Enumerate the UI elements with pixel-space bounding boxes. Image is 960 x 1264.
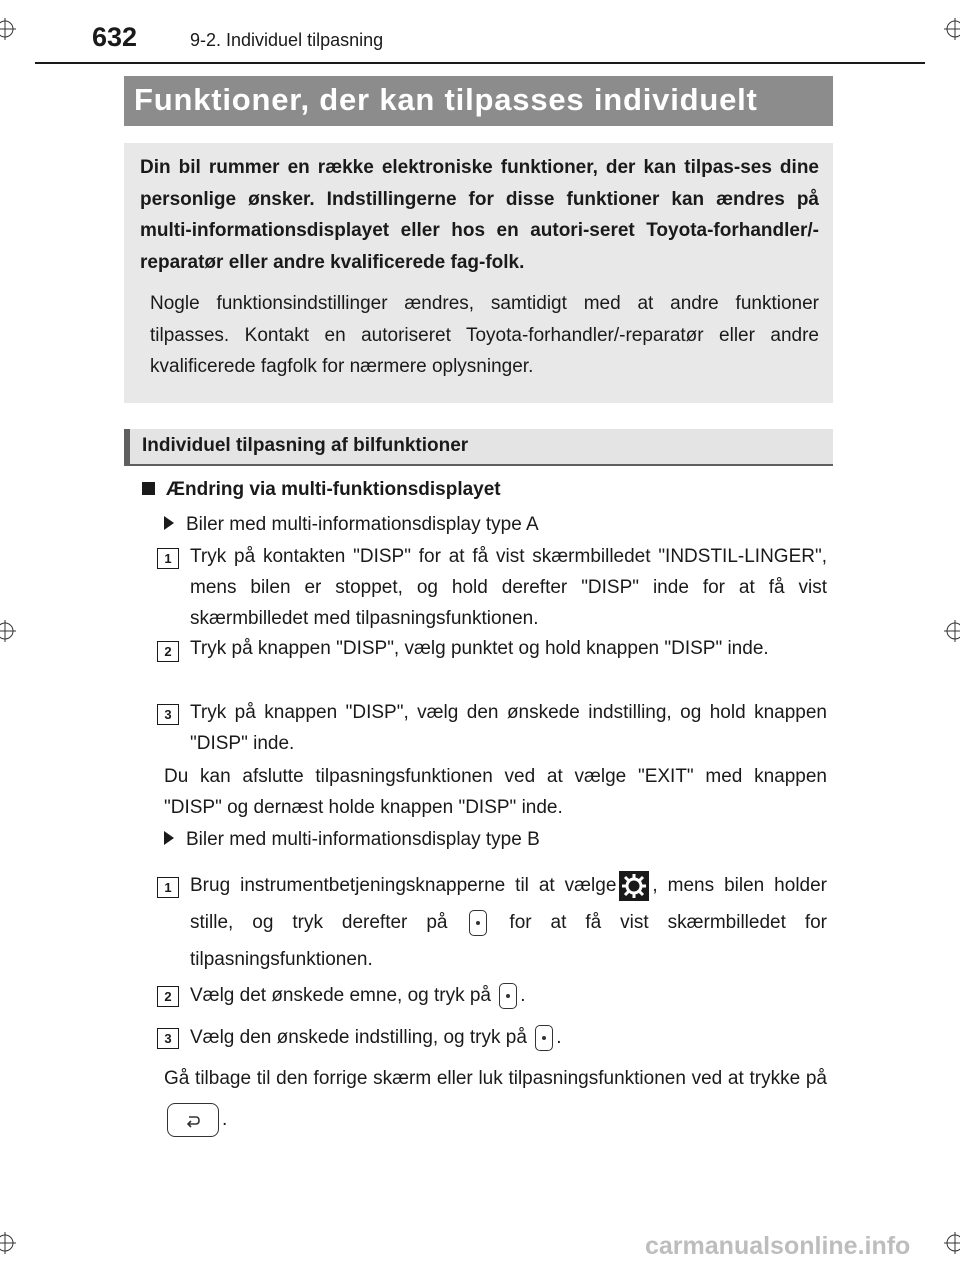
step-a3-text: Tryk på knappen "DISP", vælg den ønskede indstilling, og hold knappen "DISP" inde. xyxy=(190,702,827,754)
step-b1-text: Brug instrumentbetjeningsknapperne til at vælge , mens bilen holder stille, og tryk derefter på for at få vist skærmbilledet for tilpasningsfunktionen. xyxy=(190,867,827,978)
running-head: 9-2. Individuel tilpasning xyxy=(190,30,384,50)
triangle-bullet-icon xyxy=(164,831,174,845)
intro-note: Nogle funktionsindstillinger ændres, samtidigt med at andre funktioner tilpasses. Kontakt en autoriseret Toyota-forhandler/-reparatør eller andre kvalificerede fagfolk for nærmere oplysninger. xyxy=(150,293,819,377)
page-title: Funktioner, der kan tilpasses individuelt xyxy=(124,76,833,126)
crop-mark-top-left xyxy=(0,18,16,40)
intro-box xyxy=(124,143,833,403)
triangle-bullet-icon xyxy=(164,516,174,530)
back-button-icon xyxy=(167,1103,219,1137)
step-number-a2: 2 xyxy=(157,641,179,662)
step-number-a3: 3 xyxy=(157,704,179,725)
step-number-b1: 1 xyxy=(157,877,179,898)
step-number-a1: 1 xyxy=(157,548,179,569)
crop-mark-bottom-left xyxy=(0,1232,16,1254)
type-b-label: Biler med multi-informationsdisplay type B xyxy=(164,824,540,855)
ok-button-icon xyxy=(535,1025,553,1051)
page-number: 632 xyxy=(92,22,138,52)
crop-mark-mid-right xyxy=(944,620,960,642)
step-b2-text: Vælg det ønskede emne, og tryk på . xyxy=(190,980,526,1011)
type-b-note: Gå tilbage til den forrige skærm eller luk tilpasningsfunktionen ved at trykke på . xyxy=(164,1058,827,1140)
subheading: Ændring via multi-funktionsdisplayet xyxy=(142,474,501,505)
step-b3-text: Vælg den ønskede indstilling, og tryk på . xyxy=(190,1022,561,1053)
section-title: Individuel tilpasning af bilfunktioner xyxy=(124,429,833,466)
type-a-label: Biler med multi-informationsdisplay type A xyxy=(164,509,539,540)
crop-mark-mid-left xyxy=(0,620,16,642)
square-bullet-icon xyxy=(142,482,155,495)
type-a-note: Du kan afslutte tilpasningsfunktionen ved at vælge "EXIT" med knappen "DISP" og dernæst holde knappen "DISP" inde. xyxy=(164,766,827,818)
watermark: carmanualsonline.info xyxy=(645,1232,911,1260)
step-a2-text: Tryk på knappen "DISP", vælg punktet og hold knappen "DISP" inde. xyxy=(190,638,769,659)
crop-mark-bottom-right xyxy=(944,1232,960,1254)
gear-icon xyxy=(619,871,649,901)
header-rule xyxy=(35,62,925,64)
crop-mark-top-right xyxy=(944,18,960,40)
step-a1-text: Tryk på kontakten "DISP" for at få vist skærmbilledet "INDSTIL-LINGER", mens bilen er stoppet, og hold derefter "DISP" inde for at få vist skærmbilledet med tilpasningsfunktionen. xyxy=(190,546,827,629)
intro-text: Din bil rummer en række elektroniske funktioner, der kan tilpas-ses dine personlige ønsker. Indstillingerne for disse funktioner kan ændres på multi-informationsdisplayet eller hos en autori-seret Toyota-forhandler/-reparatør eller andre kvalificerede fag-folk. xyxy=(140,157,819,273)
ok-button-icon xyxy=(499,983,517,1009)
step-number-b3: 3 xyxy=(157,1028,179,1049)
ok-button-icon xyxy=(469,910,487,936)
step-number-b2: 2 xyxy=(157,986,179,1007)
